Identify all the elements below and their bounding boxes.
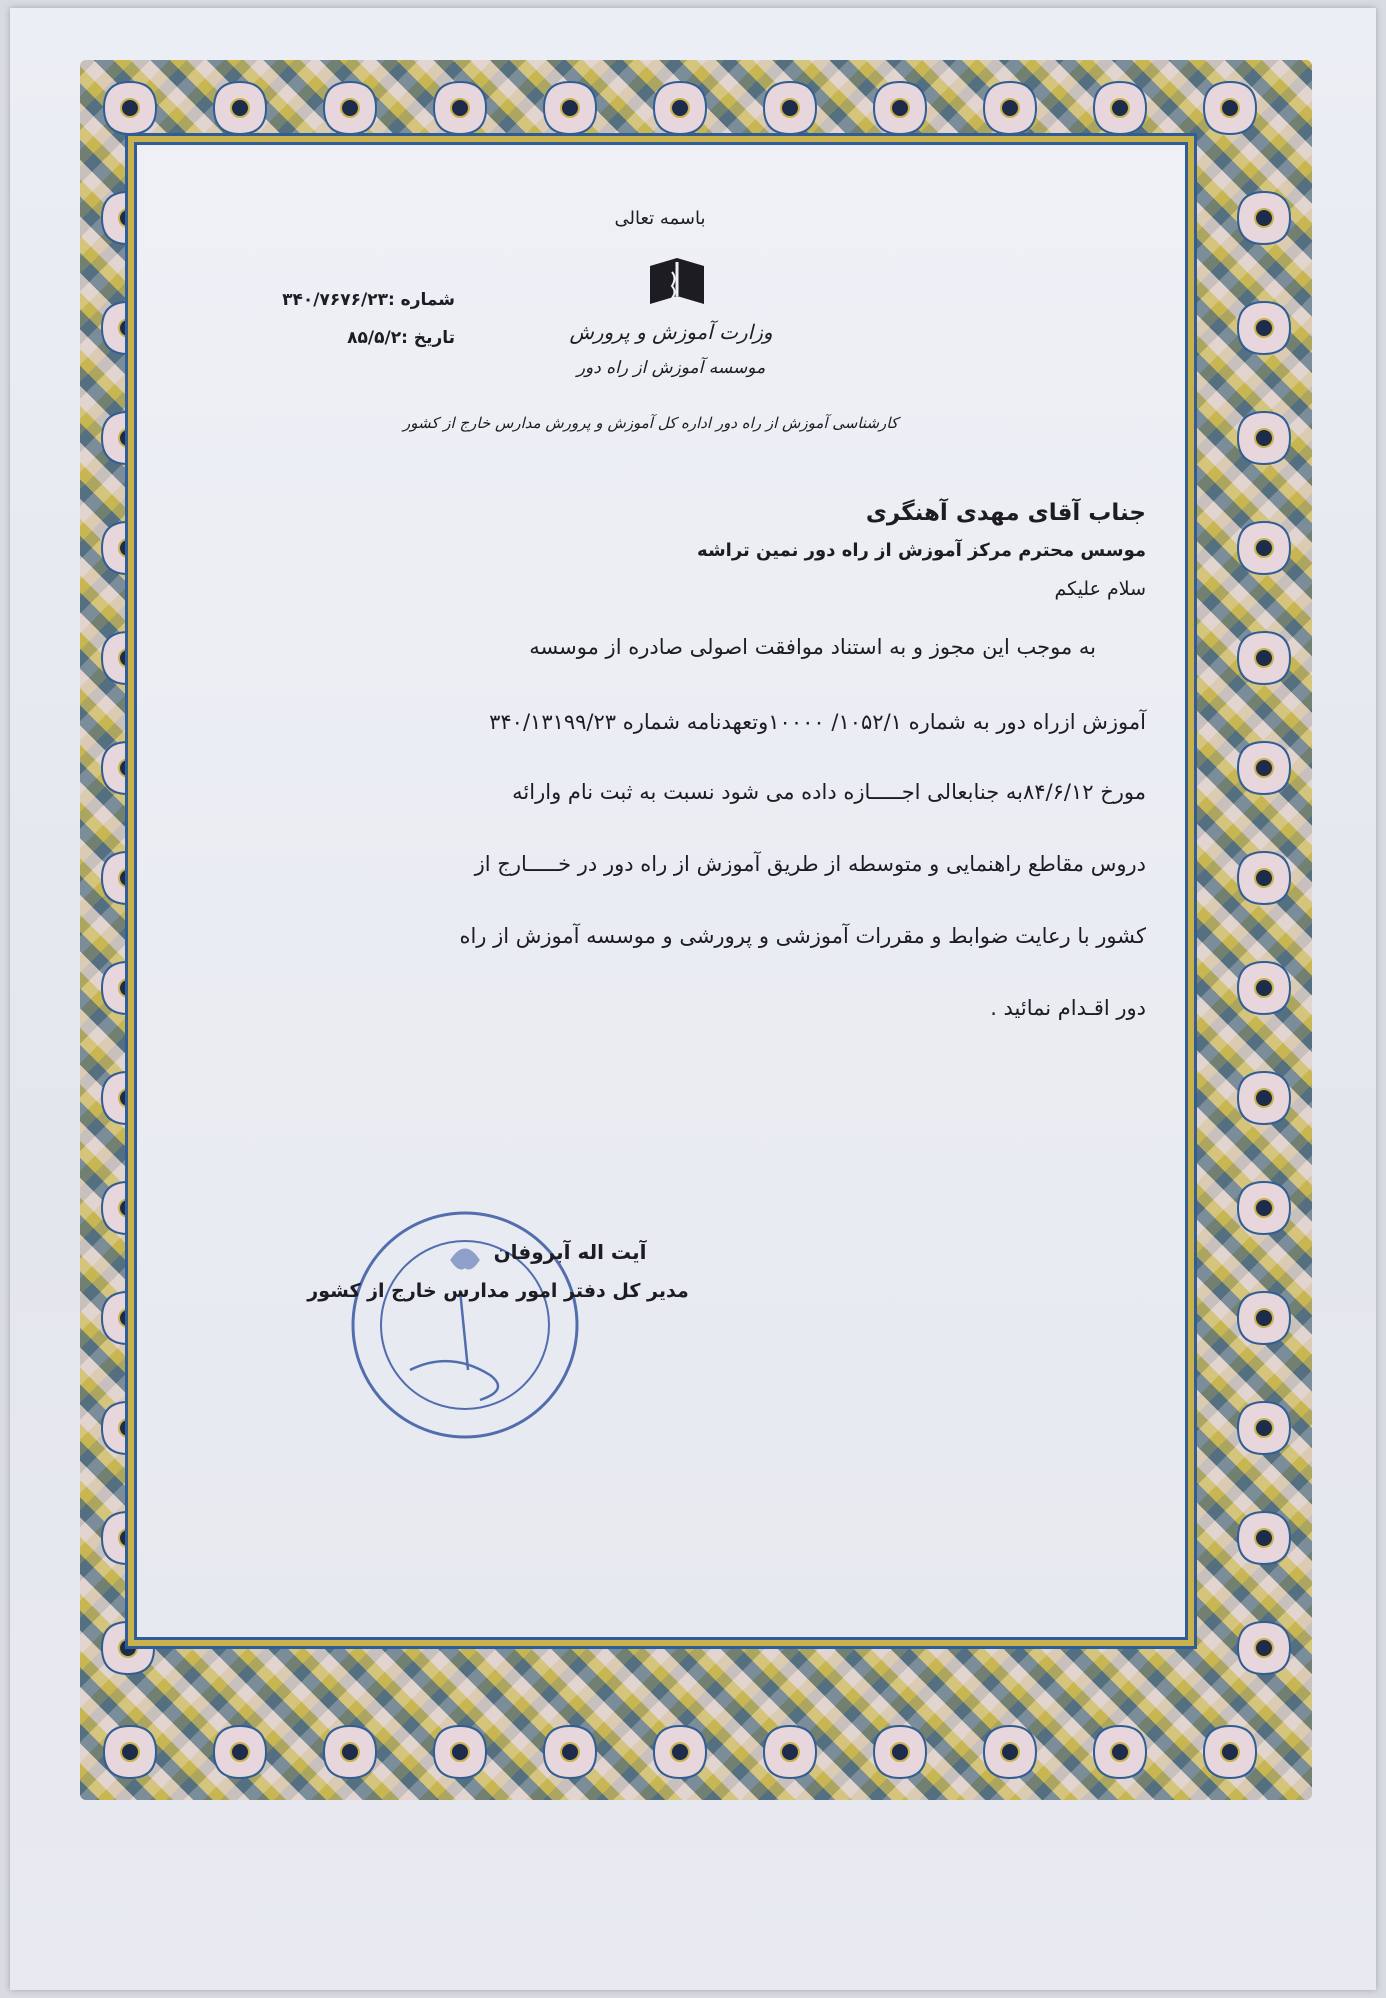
body-line: کشور با رعایت ضوابط و مقررات آموزشی و پرورشی و موسسه آموزش از راه [459, 924, 1146, 948]
body-line: دور اقـدام نمائید . [990, 996, 1146, 1020]
office-name: کارشناسی آموزش از راه دور اداره کل آموزش و پرورش مدارس خارج از کشور [403, 414, 898, 432]
body-line: به موجب این مجوز و به استناد موافقت اصولی صادره از موسسه [529, 635, 1096, 659]
greeting: سلام علیکم [1054, 578, 1146, 600]
ministry-name: وزارت آموزش و پرورش [569, 320, 773, 344]
body-line: مورخ ۸۴/۶/۱۲به جنابعالی اجـــــازه داده می شود نسبت به ثبت نام وارائه [512, 780, 1146, 804]
letter-date: تاریخ :۸۵/۵/۲ [347, 328, 455, 348]
bismillah-heading: باسمه تعالی [614, 208, 706, 229]
recipient-name: جناب آقای مهدی آهنگری [865, 500, 1146, 526]
official-seal-icon [340, 1200, 590, 1450]
signer-name: آیت اله آبروفان [493, 1240, 647, 1264]
body-line: آموزش ازراه دور به شماره ۱۰۵۲/۱/ ۱۰۰۰۰وتعهدنامه شماره ۳۴۰/۱۳۱۹۹/۲۳ [489, 710, 1146, 734]
book-emblem-icon [646, 252, 708, 314]
signer-title: مدیر کل دفتر امور مدارس خارج از کشور [307, 1280, 689, 1302]
recipient-title: موسس محترم مرکز آموزش از راه دور نمین تراشه [697, 540, 1146, 561]
body-line: دروس مقاطع راهنمایی و متوسطه از طریق آموزش از راه دور در خـــــارج از [474, 852, 1146, 876]
institute-name: موسسه آموزش از راه دور [576, 358, 766, 378]
letter-number: شماره :۳۴۰/۷۶۷۶/۲۳ [282, 290, 455, 310]
